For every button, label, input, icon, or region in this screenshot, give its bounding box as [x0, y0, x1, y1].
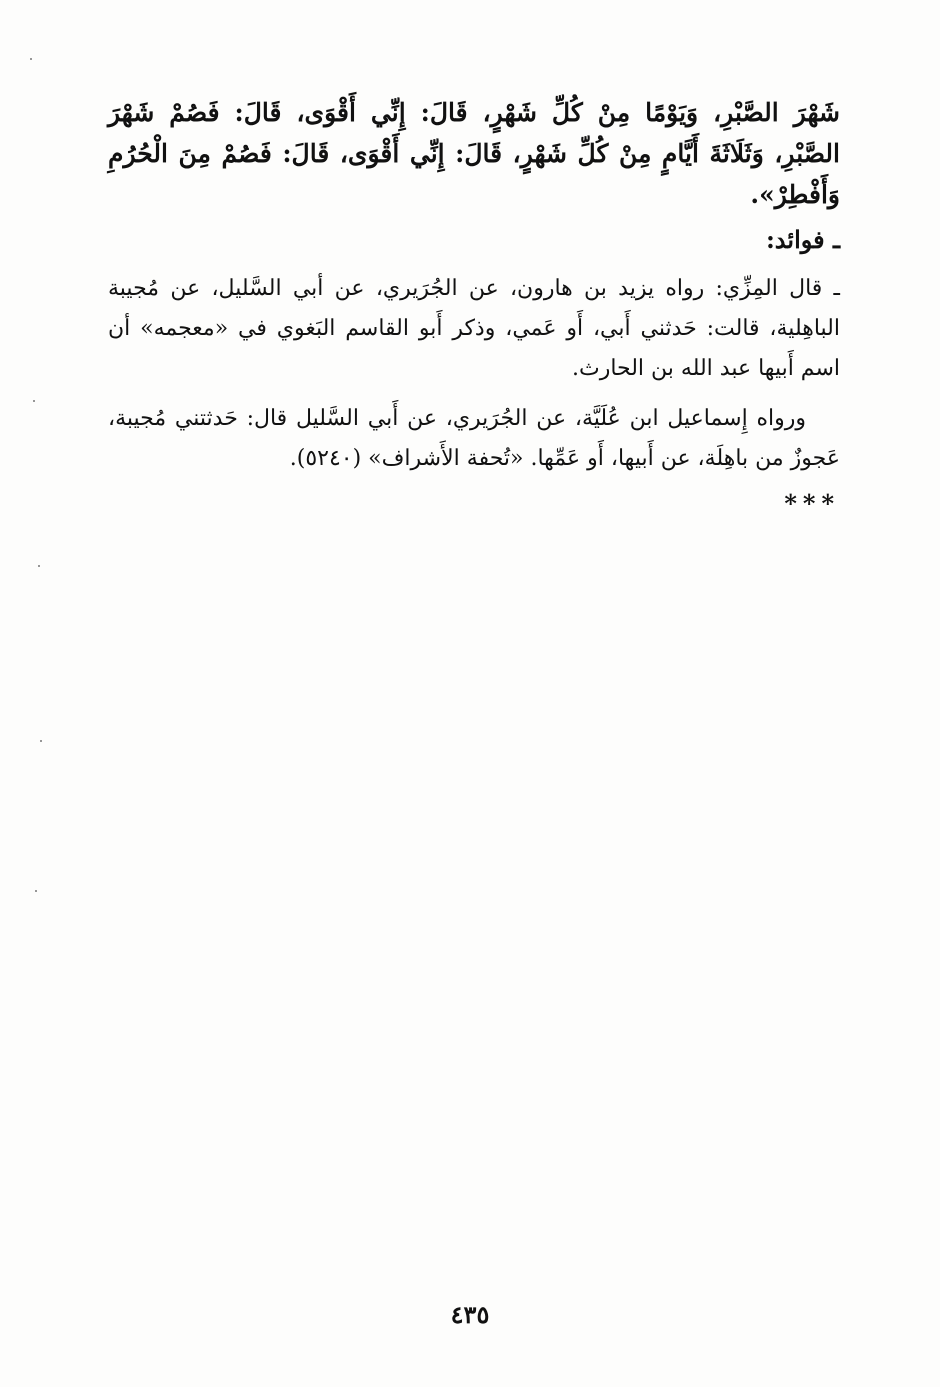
scan-speck	[33, 400, 35, 402]
scan-speck	[35, 890, 37, 892]
page-number: ٤٣٥	[450, 1300, 490, 1329]
benefit-paragraph-1: ـ قال المِزِّي: رواه يزيد بن هارون، عن الجُرَيري، عن أبي السَّليل، عن مُجيبة الباهِلية، قالت: حَدثني أَبي، أَو عَمي، وذكر أَبو القاسم البَغوي في «معجمه» أن اسم أَبيها عبد الله بن الحارث.	[108, 276, 840, 381]
section-separator: ***	[784, 489, 840, 518]
hadith-ending-text: شَهْرَ الصَّبْرِ، وَيَوْمًا مِنْ كُلِّ شَهْرٍ، قَالَ: إِنِّي أَقْوَى، قَالَ: فَصُمْ شَهْرَ الصَّبْرِ، وَثَلَاثَةَ أَيَّامٍ مِنْ كُلِّ شَهْرٍ، قَالَ: إِنِّي أَقْوَى، قَالَ: فَصُمْ مِنَ الْحُرُمِ وَأَفْطِرْ».	[108, 98, 840, 209]
scan-speck	[30, 58, 32, 60]
main-text-block	[108, 92, 840, 518]
scan-speck	[38, 565, 40, 567]
benefits-heading: ـ فوائد:	[765, 225, 840, 254]
scan-speck	[40, 740, 42, 742]
benefit-paragraph-2: ورواه إِسماعيل ابن عُلَيَّة، عن الجُرَيري، عن أَبي السَّليل قال: حَدثتني مُجيبة، عَجوزٌ من باهِلَة، عن أَبيها، أَو عَمِّها. «تُحفة الأَشراف» (٥٢٤٠).	[108, 406, 840, 471]
